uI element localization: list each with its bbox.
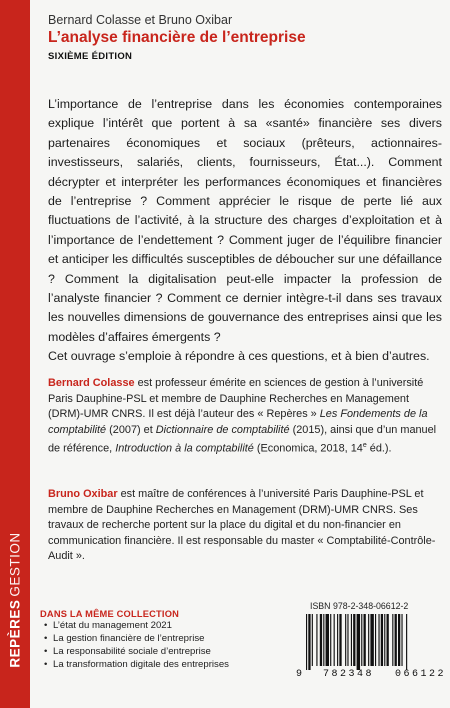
barcode-bar	[320, 614, 322, 666]
blurb	[48, 95, 442, 367]
barcode-bar	[406, 614, 407, 670]
barcode-bar	[353, 614, 355, 666]
collection-item: • La responsabilité sociale d’entreprise	[44, 646, 229, 659]
barcode-bar	[316, 614, 317, 666]
barcode-bar	[312, 614, 313, 666]
barcode-bar	[364, 614, 366, 666]
barcode-bar	[345, 614, 346, 666]
barcode-bar	[401, 614, 402, 666]
barcode-digit-group: 782348	[322, 669, 374, 680]
series-label	[8, 532, 23, 667]
book-reference: Les Fondements de la comptabilité	[48, 408, 428, 436]
collection-heading: DANS LA MÊME COLLECTION	[40, 609, 180, 619]
bio-text: est maître de conférences à l’université Paris Dauphine-PSL et membre de Dauphine Recherches en Management (DRM)-UMR CNRS. Ses travaux de recherche portent sur la place du digital et du non-financier en communication financière. Il est responsable du master « Comptabilité-Contrôle-Audit ».	[48, 488, 436, 562]
book-reference: Introduction à la comptabilité	[115, 442, 254, 455]
bio-text: (2007) et	[106, 423, 156, 436]
barcode-bar	[381, 614, 383, 666]
author-bio-oxibar	[48, 487, 444, 565]
author-name-colasse: Bernard Colasse	[48, 377, 135, 389]
barcode-bar	[370, 614, 373, 666]
collection-item: • L’état du management 2021	[44, 620, 229, 633]
series-name-light: GESTION	[7, 532, 23, 597]
bio-text: est professeur émérite en sciences de gestion à l’université Paris Dauphine-PSL et membre de Dauphine Recherches en Management (DRM)-UMR CNRS. Il est déjà l’auteur des « Repères »	[48, 377, 424, 420]
series-band	[0, 0, 30, 708]
barcode-bar	[395, 614, 397, 666]
author-name-oxibar: Bruno Oxibar	[48, 488, 118, 500]
book-reference: Dictionnaire de comptabilité	[155, 423, 290, 436]
book-authors: Bernard Colasse et Bruno Oxibar	[48, 13, 233, 27]
barcode-bar	[378, 614, 379, 666]
collection-item: • La gestion financière de l’entreprise	[44, 633, 229, 646]
blurb-paragraph-1: L’importance de l’entreprise dans les économies contemporaines explique l’intérêt que portent à sa «santé» financière ses divers partenaires économiques et sociaux (prêteurs, actionnaires-investisseurs, salariés, clients, fournisseurs, État...). Comment décrypter et interpréter les performances économiques et financières de l’entreprise ? Comment apprécier le risque de perte lié aux fluctuations de l’activité, à la structure des charges d’exploitation et à l’importance de l’endettement ? Comment juger de l’équilibre financier et anticiper les difficultés susceptibles de déboucher sur une défaillance ? Comment la digitalisation peut-elle impacter la profession de l’analyste financier ? Comment ce dernier intègre-t-il dans ses travaux les nouvelles dimensions de gouvernance des entreprises ainsi que les modèles d’affaires émergents ?	[48, 97, 442, 344]
edition-superscript: e	[362, 442, 367, 449]
barcode-digits	[296, 669, 446, 680]
barcode-bar	[326, 614, 329, 666]
barcode-icon	[296, 612, 446, 670]
barcode-digit-group: 066122	[394, 669, 446, 680]
barcode-bar	[392, 614, 393, 666]
barcode-bar	[334, 614, 335, 666]
barcode-bar	[398, 614, 400, 666]
isbn-label: ISBN 978-2-348-06612-2	[310, 601, 409, 611]
barcode-bar	[384, 614, 385, 666]
barcode-bar	[347, 614, 348, 666]
barcode-bar	[330, 614, 331, 666]
barcode-bar	[306, 614, 307, 670]
bio-text: (Economica, 2018, 14	[253, 442, 363, 455]
barcode-bar	[368, 614, 369, 666]
barcode-bar	[387, 614, 389, 666]
barcode-bar	[351, 614, 352, 666]
book-edition: SIXIÈME ÉDITION	[48, 51, 133, 62]
bio-text: (2015), ainsi que d’un manuel de référence,	[48, 423, 437, 455]
collection-list	[44, 620, 229, 672]
barcode-bar	[323, 614, 324, 666]
barcode-digit-group: 9	[296, 669, 303, 680]
author-bio-colasse	[48, 376, 444, 457]
barcode-bar	[375, 614, 376, 666]
bio-text: éd.).	[366, 442, 392, 455]
series-name-bold: REPÈRES	[7, 599, 23, 668]
barcode-bar	[308, 614, 310, 670]
collection-item: • La transformation digitale des entreprises	[44, 659, 229, 672]
barcode-bar	[339, 614, 341, 666]
barcode-bar	[361, 614, 362, 666]
barcode-bar	[357, 614, 360, 670]
barcode-bar	[337, 614, 338, 666]
blurb-paragraph-2: Cet ouvrage s’emploie à répondre à ces questions, et à bien d’autres.	[48, 349, 430, 364]
book-title: L’analyse financière de l’entreprise	[48, 29, 306, 46]
